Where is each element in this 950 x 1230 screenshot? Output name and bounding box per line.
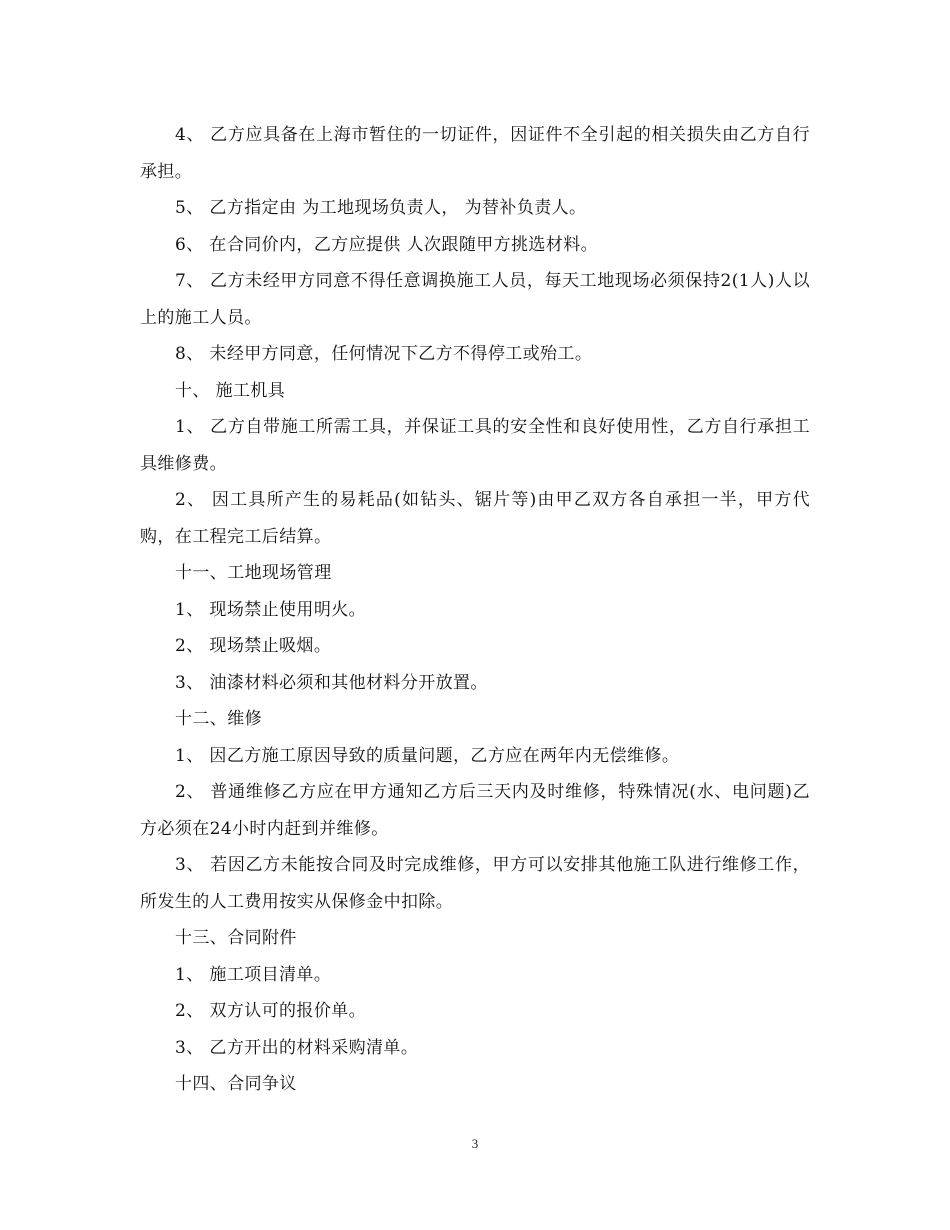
section-12-item-1: 1、 因乙方施工原因导致的质量问题，乙方应在两年内无偿维修。 bbox=[175, 745, 680, 766]
clause-5-site-manager: 5、 乙方指定由 为工地现场负责人， 为替补负责人。 bbox=[175, 198, 587, 218]
section-14-heading: 十四、合同争议 bbox=[175, 1074, 297, 1094]
section-10-item-1: 1、 乙方自带施工所需工具，并保证工具的安全性和良好使用性，乙方自行承担工具维修费。 bbox=[140, 417, 810, 474]
section-13-item-2: 2、 双方认可的报价单。 bbox=[175, 1001, 367, 1021]
section-12-item-3: 3、 若因乙方未能按合同及时完成维修，甲方可以安排其他施工队进行维修工作，所发生的人工费用按实从保修金中扣除。 bbox=[140, 855, 810, 912]
clause-7-staffing: 7、 乙方未经甲方同意不得任意调换施工人员，每天工地现场必须保持2(1人)人以上的施工人员。 bbox=[140, 271, 810, 328]
section-12-item-2: 2、 普通维修乙方应在甲方通知乙方后三天内及时维修，特殊情况(水、电问题)乙方必须在24小时内赶到并维修。 bbox=[140, 782, 810, 839]
section-10-item-2: 2、 因工具所产生的易耗品(如钻头、锯片等)由甲乙双方各自承担一半，甲方代购，在工程完工后结算。 bbox=[140, 490, 810, 547]
section-11-item-1: 1、 现场禁止使用明火。 bbox=[175, 599, 367, 620]
section-12-heading: 十二、维修 bbox=[175, 709, 262, 729]
section-11-item-3: 3、 油漆材料必须和其他材料分开放置。 bbox=[175, 672, 488, 693]
document-body bbox=[140, 117, 810, 1103]
section-10-heading: 十、 施工机具 bbox=[175, 380, 286, 401]
clause-8-no-stoppage: 8、 未经甲方同意，任何情况下乙方不得停工或殆工。 bbox=[175, 344, 593, 364]
clause-4-documents: 4、 乙方应具备在上海市暂住的一切证件，因证件不全引起的相关损失由乙方自行承担。 bbox=[140, 125, 810, 182]
clause-6-material-selection: 6、 在合同价内，乙方应提供 人次跟随甲方挑选材料。 bbox=[175, 234, 599, 255]
section-11-heading: 十一、工地现场管理 bbox=[175, 563, 332, 583]
page-number: 3 bbox=[471, 1136, 479, 1151]
section-13-item-1: 1、 施工项目清单。 bbox=[175, 964, 332, 985]
section-13-item-3: 3、 乙方开出的材料采购清单。 bbox=[175, 1037, 419, 1058]
section-13-heading: 十三、合同附件 bbox=[175, 928, 297, 948]
section-11-item-2: 2、 现场禁止吸烟。 bbox=[175, 636, 332, 656]
